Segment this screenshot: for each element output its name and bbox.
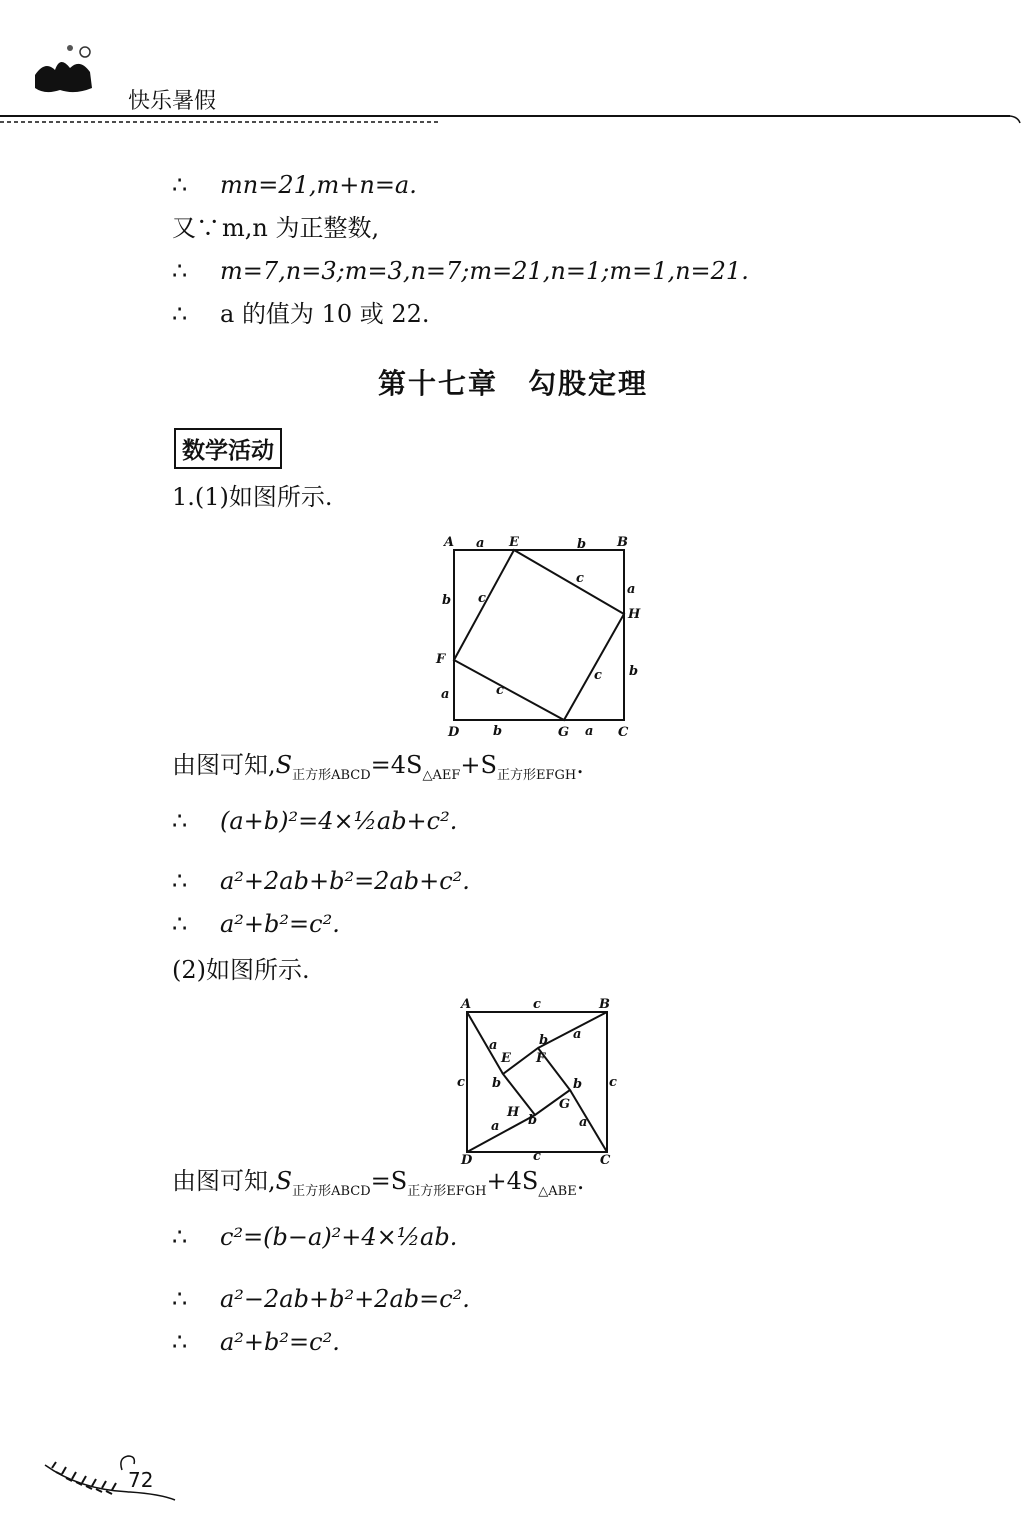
part2-derivation: 由图可知$,S_{正方形ABCD}=S_{正方形EFGH}+4S_{\triangle ABE}$. [172, 1167, 585, 1199]
fig1-label: c [478, 591, 486, 606]
fig2-label: C [600, 1153, 611, 1168]
fig1-label: a [585, 724, 594, 739]
part1-eq2: ∴ a²+2ab+b²=2ab+c². [172, 867, 470, 895]
header-logo [30, 40, 100, 100]
fig1-label: b [629, 664, 639, 679]
fig2-label: F [536, 1051, 546, 1066]
part1-intro: 1.(1)如图所示. [172, 483, 333, 511]
fig2-label: c [609, 1075, 617, 1090]
fig2-label: c [457, 1075, 465, 1090]
part2-eq1: ∴ c²=(b−a)²+4×½ab. [172, 1223, 458, 1251]
fig2-label: A [461, 997, 472, 1012]
fig2-label: a [491, 1119, 500, 1134]
fig1-label: B [617, 535, 628, 550]
line-3: ∴ m=7,n=3;m=3,n=7;m=21,n=1;m=1,n=21. [172, 257, 749, 285]
fig1-label: F [436, 652, 446, 667]
fig2-label: a [579, 1115, 588, 1130]
fig1-label: G [558, 725, 570, 740]
header-rule [0, 110, 1026, 122]
fig2-label: H [507, 1105, 520, 1120]
part2-eq3: ∴ a²+b²=c². [172, 1328, 340, 1356]
fig2-label: D [461, 1153, 473, 1168]
fig1-label: b [442, 593, 452, 608]
line-4: ∴ a 的值为 10 或 22. [172, 300, 430, 328]
header-title: 快乐暑假 [128, 89, 217, 114]
fig1-label: a [476, 536, 485, 551]
fig2-label: B [599, 997, 610, 1012]
fig2-label: c [533, 997, 541, 1012]
fig1-label: A [444, 535, 455, 550]
figure-2 [445, 992, 625, 1172]
fig1-label: a [627, 582, 636, 597]
fig1-label: E [509, 535, 519, 550]
fig2-label: b [492, 1076, 502, 1091]
figure-1 [430, 530, 650, 745]
fig1-label: D [448, 725, 460, 740]
fig1-label: H [628, 607, 641, 622]
part1-derivation: 由图可知$,S_{正方形ABCD}=4S_{\triangle AEF}+S_{正方形EFGH}$. [172, 751, 584, 783]
fig2-label: c [533, 1149, 541, 1164]
fig2-label: b [573, 1077, 583, 1092]
fig1-label: C [618, 725, 629, 740]
fig2-label: b [528, 1113, 538, 1128]
line-1: ∴ mn=21,m+n=a. [172, 171, 417, 199]
fig1-label: c [576, 571, 584, 586]
footer-ornament [40, 1450, 190, 1510]
part1-eq3: ∴ a²+b²=c². [172, 910, 340, 938]
fig1-label: b [493, 724, 503, 739]
fig2-label: G [559, 1097, 571, 1112]
section-label: 数学活动 [174, 428, 282, 469]
part1-eq1: ∴ (a+b)²=4×½ab+c². [172, 807, 458, 835]
line-2: 又∵m,n 为正整数, [172, 214, 380, 242]
fig1-label: a [441, 687, 450, 702]
chapter-title: 第十七章 勾股定理 [377, 367, 648, 400]
page-number: 72 [128, 1468, 154, 1492]
part2-intro: (2)如图所示. [172, 956, 310, 984]
part2-eq2: ∴ a²−2ab+b²+2ab=c². [172, 1285, 470, 1313]
fig2-label: b [539, 1033, 549, 1048]
fig1-label: c [594, 668, 602, 683]
fig2-label: a [489, 1038, 498, 1053]
fig1-label: b [577, 537, 587, 552]
fig1-label: c [496, 683, 504, 698]
fig2-label: a [573, 1027, 582, 1042]
fig2-label: E [501, 1051, 511, 1066]
